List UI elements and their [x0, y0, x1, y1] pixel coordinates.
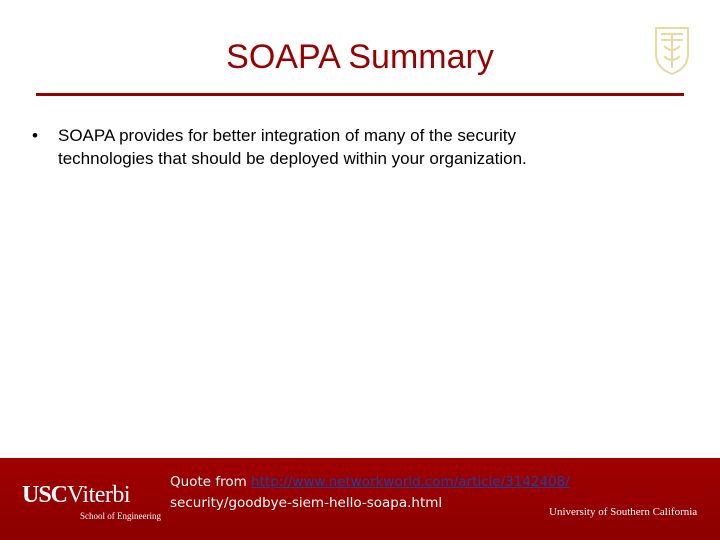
- bullet-text-line-1: SOAPA provides for better integration of many of the security: [58, 126, 516, 145]
- quote-link[interactable]: http://www.networkworld.com/article/3142408/: [251, 474, 570, 490]
- logo-usc-text: USC: [22, 482, 68, 508]
- quote-link-continued: security/goodbye-siem-hello-soapa.html: [170, 495, 443, 511]
- bullet-text-line-2: technologies that should be deployed within your organization.: [58, 149, 527, 168]
- bullet-marker: •: [32, 126, 38, 145]
- footer-bar: [0, 458, 720, 540]
- slide-title: SOAPA Summary: [226, 38, 494, 76]
- university-wordmark: University of Southern California: [549, 506, 698, 518]
- title-divider: [36, 93, 684, 96]
- logo-subtitle: School of Engineering: [80, 511, 161, 521]
- quote-prefix: Quote from: [170, 474, 252, 490]
- usc-viterbi-logo: [22, 482, 162, 522]
- bullet-list: [32, 124, 672, 170]
- usc-seal-icon: [652, 24, 692, 76]
- logo-viterbi-text: Viterbi: [67, 482, 131, 508]
- bullet-item: [32, 124, 672, 170]
